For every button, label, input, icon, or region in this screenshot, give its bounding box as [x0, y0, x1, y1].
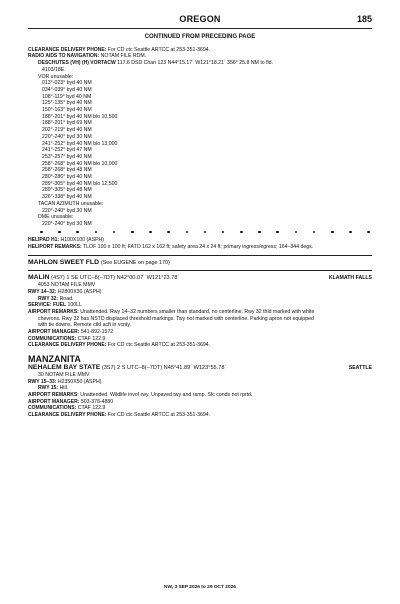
radio-aids-text: NOTAM FILE RDM. — [100, 53, 147, 60]
nehalem-remarks — [28, 392, 372, 399]
malin-comms — [28, 336, 372, 343]
vortac-detail: 117.6 DSD Chan 123 N44°15.17´ W121°18.21´ 356° 25.8 NM to fld. — [117, 60, 274, 67]
tacan-unusable-label: TACAN AZIMUTH unusable: — [38, 200, 104, 207]
nehalem-comms-text: 122.9 — [92, 405, 106, 412]
divider-rule — [28, 270, 372, 271]
page-number: 185 — [356, 14, 372, 24]
vortac-cont: 4103/18E. — [42, 66, 66, 73]
nehalem-runway — [28, 379, 372, 386]
mahlon-name: MAHLON SWEET FLD — [28, 258, 99, 266]
dme-item: 220°-240° byd 30 NM — [42, 220, 92, 227]
divider-dot — [258, 231, 261, 234]
vor-item: 258°-268° byd 48 NM — [42, 167, 92, 174]
vor-item: 150°-163° byd 40 NM — [42, 107, 92, 114]
divider-dot — [40, 231, 43, 234]
vor-item: 289°-305° byd 48 NM — [42, 187, 92, 194]
malin-rwy-label: RWY 14–32: — [28, 288, 57, 295]
malin-center: KLAMATH FALLS — [328, 275, 372, 282]
tacan-item: 220°-240° byd 30 NM — [42, 207, 92, 214]
vor-item: 258°-268° byd 40 NM blo 10,000´ — [42, 160, 120, 167]
nehalem-rwy15-label: RWY 15: — [38, 385, 59, 392]
malin-clearance — [28, 342, 372, 349]
divider-dot — [186, 231, 189, 234]
vor-item: 289°-305° byd 40 NM blo 12,500´ — [42, 180, 120, 187]
divider-dot — [331, 231, 334, 234]
nehalem-clearance — [28, 412, 372, 419]
malin-remarks-line: Unattended. Rwy 14–32 numbers smaller than standard, no centerline. Rwy 32 thld marked with white — [80, 308, 315, 315]
malin-rwy32 — [28, 296, 372, 303]
nehalem-header — [28, 365, 372, 372]
malin-manager-label: AIRPORT MANAGER: — [28, 329, 80, 336]
divider-dot — [367, 231, 370, 234]
nehalem-comms — [28, 405, 372, 412]
vor-item: 188°-201° byd 69 NM — [42, 120, 92, 127]
continued-banner: CONTINUED FROM PRECEDING PAGE — [144, 34, 256, 40]
divider-dot — [240, 231, 243, 234]
malin-manager — [28, 329, 372, 336]
vor-item: 241°-252° byd 40 NM blo 13,000´ — [42, 140, 120, 147]
vor-item: 202°-219° byd 40 NM — [42, 127, 92, 134]
prev-clearance-text: For CD ctc Seattle ARTCC at 253-351-3694. — [107, 46, 211, 53]
vor-item: 253°-257° byd 40 NM — [42, 153, 92, 160]
vortac-name: DESCHUTES — [38, 60, 69, 67]
nehalem-rwy15-text: Hill. — [59, 385, 69, 392]
nehalem-clearance-text: For CD ctc Seattle ARTCC at 253-351-3694. — [107, 412, 211, 419]
helipad-label: HELIPAD H1: — [28, 237, 60, 244]
divider-dot — [58, 231, 61, 234]
vor-unusable-label: VOR unusable: — [38, 73, 74, 80]
malin-fuel-text: 100LL — [67, 302, 82, 309]
nehalem-remarks-text: Unattended. Wildlife invof rwy. Unpaved twy and ramp. Sfc conds not rprtd. — [80, 391, 253, 398]
directory-page — [28, 14, 372, 419]
prev-clearance-label: CLEARANCE DELIVERY PHONE: — [28, 46, 107, 53]
dme-unusable-label: DME unusable: — [38, 214, 74, 221]
malin-service — [28, 302, 372, 309]
divider-dot — [204, 231, 207, 234]
heliport-remarks-text: TLOF 100 x 100 ft; FATO 162 x 162 ft; safety area 24 x 24 ft; primary ingress/egress; 164–344 degs. — [82, 243, 314, 250]
malin-service-label: SERVICE: — [28, 302, 52, 309]
nehalem-ctaf: CTAF — [77, 405, 91, 412]
prev-radio-aids — [28, 53, 372, 60]
nehalem-rwy15 — [28, 385, 372, 392]
heliport-remarks-label: HELIPORT REMARKS: — [28, 243, 82, 250]
vor-item: 125°-135° byd 40 NM — [42, 100, 92, 107]
mahlon-see-ref: (See EUGENE on page 170) — [100, 259, 170, 266]
malin-rwy32-label: RWY 32: — [38, 295, 59, 302]
divider-dot — [276, 231, 279, 234]
nehalem-rwy-text: H2350X50 (ASPH) — [57, 378, 102, 385]
malin-clearance-text: For CD ctc Seattle ARTCC at 253-351-3694. — [107, 342, 211, 349]
nehalem-manager-text: 503-378-4880 — [80, 398, 114, 405]
malin-rwy-text: H2800X30 (ASPH) — [57, 288, 102, 295]
divider-dot — [222, 231, 225, 234]
vor-item: 013°-023° byd 40 NM — [42, 80, 92, 87]
malin-remarks-line: chevrons. Rwy 32 has NSTD displaced threshold markings. Twy not marked with centerline. Parking apron not equipped — [38, 315, 314, 322]
malin-fuel-label: FUEL — [52, 302, 67, 309]
mahlon-entry — [28, 260, 372, 267]
divider-dot — [131, 231, 134, 234]
nehalem-rwy-label: RWY 15–33: — [28, 378, 57, 385]
divider-dot — [313, 231, 316, 234]
malin-elevation: 4053 NOTAM FILE MMV — [38, 282, 96, 289]
vor-item: 108°-119° byd 40 NM — [42, 93, 92, 100]
vor-item: 241°-252° byd 47 NM — [42, 147, 92, 154]
vor-item: 326°-338° byd 40 NM — [42, 194, 92, 201]
malin-ctaf: CTAF — [77, 335, 91, 342]
malin-info: (4S7) 1 SE UTC–8(–7DT) N42°00.07´ W121°23.78´ — [51, 275, 180, 282]
divider-rule — [28, 255, 372, 256]
nehalem-comms-label: COMMUNICATIONS: — [28, 405, 77, 412]
nehalem-manager — [28, 399, 372, 406]
malin-remarks — [28, 309, 372, 329]
malin-manager-text: 541-892-1572 — [80, 329, 114, 336]
vor-item: 280°-286° byd 40 NM — [42, 174, 92, 181]
state-title: OREGON — [179, 14, 221, 24]
prev-clearance — [28, 47, 372, 54]
divider-dot — [113, 231, 116, 234]
heliport-remarks — [28, 244, 372, 251]
nehalem-clearance-label: CLEARANCE DELIVERY PHONE: — [28, 412, 107, 419]
vor-item: 034°-039° byd 40 NM — [42, 86, 92, 93]
helipad-text: H100X100 (ASPH) — [60, 237, 105, 244]
manzanita-city: MANZANITA — [28, 354, 81, 365]
malin-comms-text: 122.9 — [92, 335, 106, 342]
vor-unusable-list — [28, 80, 372, 201]
divider-dot — [76, 231, 79, 234]
divider-dot — [295, 231, 298, 234]
nehalem-info: (3S7) 2 S UTC–8(–7DT) N45°41.89´ W123°55.78´ — [101, 365, 227, 372]
nehalem-name: NEHALEM BAY STATE — [28, 364, 101, 372]
malin-remarks-line: with tie downs. Remote ctld acft in vcnty. — [38, 322, 132, 329]
dot-divider — [28, 231, 372, 234]
vor-item: 220°-240° byd 30 NM — [42, 133, 92, 140]
nehalem-manager-label: AIRPORT MANAGER: — [28, 398, 80, 405]
nehalem-remarks-label: AIRPORT REMARKS: — [28, 391, 79, 398]
divider-dot — [167, 231, 170, 234]
malin-clearance-label: CLEARANCE DELIVERY PHONE: — [28, 342, 107, 349]
page-footer: NW, 3 SEP 2026 to 29 OCT 2026 — [164, 585, 236, 590]
malin-name: MALIN — [28, 274, 50, 282]
helipad-line — [28, 237, 372, 244]
divider-dot — [95, 231, 98, 234]
divider-dot — [149, 231, 152, 234]
page-header — [28, 14, 372, 29]
malin-rwy32-text: Road. — [59, 295, 74, 302]
malin-runway — [28, 289, 372, 296]
nehalem-elevation: 30 NOTAM FILE MMV — [38, 371, 90, 378]
vortac-class: (VH) (H) VORTACW — [70, 60, 116, 67]
malin-remarks-label: AIRPORT REMARKS: — [28, 308, 79, 315]
divider-dot — [349, 231, 352, 234]
malin-header — [28, 275, 372, 282]
malin-comms-label: COMMUNICATIONS: — [28, 335, 77, 342]
radio-aids-label: RADIO AIDS TO NAVIGATION: — [28, 53, 100, 60]
vortac-line — [28, 60, 372, 67]
nehalem-center: SEATTLE — [348, 365, 372, 372]
vor-item: 188°-201° byd 40 NM blo 10,500´ — [42, 113, 120, 120]
